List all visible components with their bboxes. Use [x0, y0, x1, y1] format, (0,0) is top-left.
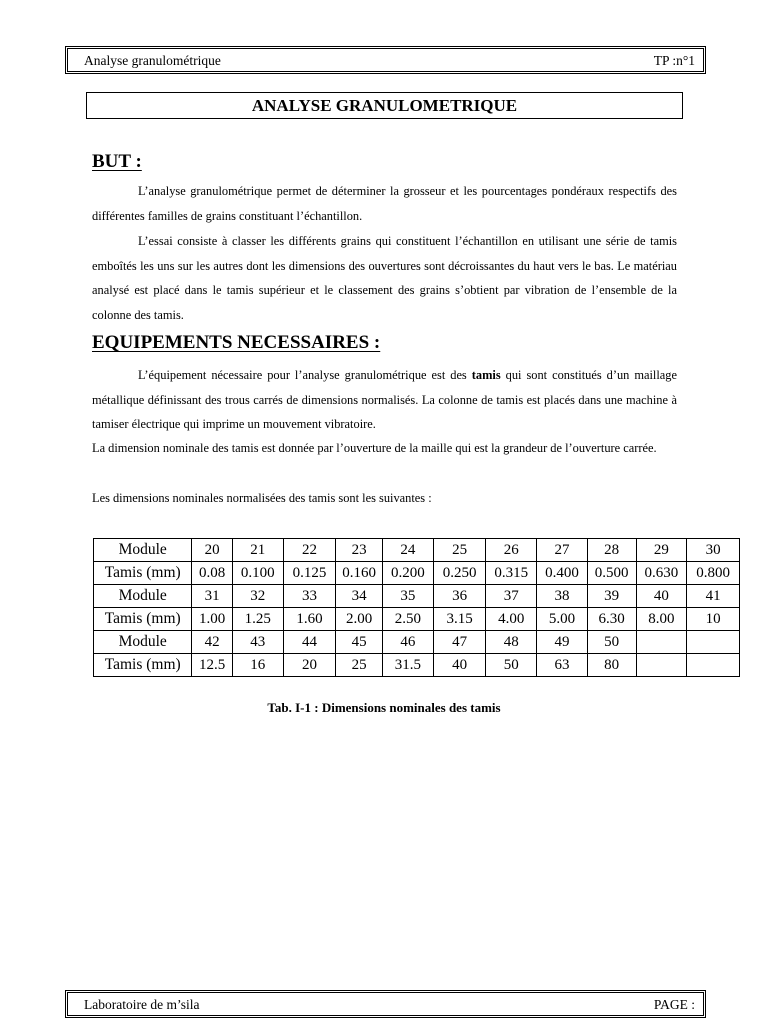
table-cell: 31.5 — [383, 654, 434, 677]
table-cell: 43 — [232, 631, 283, 654]
table-cell: 39 — [587, 585, 636, 608]
table-cell: 30 — [687, 539, 740, 562]
equip-paragraph-1 — [92, 363, 677, 437]
table-cell: 21 — [232, 539, 283, 562]
table-cell: 27 — [537, 539, 588, 562]
table-cell: 36 — [433, 585, 486, 608]
section-heading-but: BUT : — [92, 151, 142, 172]
table-row-label: Module — [94, 539, 192, 562]
equip-paragraph-3: Les dimensions nominales normalisées des tamis sont les suivantes : — [92, 491, 432, 505]
table-cell: 0.200 — [383, 562, 434, 585]
equip-paragraph-1-start: L’équipement nécessaire pour l’analyse granulométrique est des — [138, 368, 472, 382]
table-cell — [687, 631, 740, 654]
table-row-label: Module — [94, 585, 192, 608]
table-row — [94, 654, 740, 677]
table-cell: 25 — [336, 654, 383, 677]
table-cell: 35 — [383, 585, 434, 608]
table-row-label: Tamis (mm) — [94, 562, 192, 585]
table-cell: 0.250 — [433, 562, 486, 585]
table-cell: 28 — [587, 539, 636, 562]
table-cell: 26 — [486, 539, 537, 562]
table-cell: 20 — [192, 539, 233, 562]
footer-page-label: PAGE : — [653, 997, 695, 1012]
table-cell: 34 — [336, 585, 383, 608]
footer-lab-name: Laboratoire de m’sila — [84, 997, 200, 1012]
table-cell: 24 — [383, 539, 434, 562]
table-cell: 48 — [486, 631, 537, 654]
header-tp-number: TP :n°1 — [653, 53, 695, 68]
table-cell: 0.315 — [486, 562, 537, 585]
table-row — [94, 608, 740, 631]
table-cell: 0.800 — [687, 562, 740, 585]
header-course-title: Analyse granulométrique — [84, 53, 221, 68]
table-cell: 0.125 — [283, 562, 336, 585]
table-cell: 46 — [383, 631, 434, 654]
table-row-label: Tamis (mm) — [94, 608, 192, 631]
table-cell: 38 — [537, 585, 588, 608]
table-cell: 0.630 — [636, 562, 687, 585]
page-footer — [65, 990, 706, 1018]
table-cell: 40 — [636, 585, 687, 608]
document-title: ANALYSE GRANULOMETRIQUE — [86, 92, 683, 119]
table-cell: 63 — [537, 654, 588, 677]
table-cell: 49 — [537, 631, 588, 654]
table-cell: 33 — [283, 585, 336, 608]
table-cell: 3.15 — [433, 608, 486, 631]
table-cell: 2.00 — [336, 608, 383, 631]
table-cell: 45 — [336, 631, 383, 654]
table-cell — [636, 654, 687, 677]
table-cell: 4.00 — [486, 608, 537, 631]
equip-paragraph-1-end: qui sont constitués d’un maillage métallique définissant des trous carrés de dimensions normalisés. La colonne de tamis est placés dans une machine à tamiser électrique qui imprime un mouvement vibratoire. — [92, 368, 677, 431]
table-cell: 31 — [192, 585, 233, 608]
table-cell: 2.50 — [383, 608, 434, 631]
but-paragraph-2: L’essai consiste à classer les différents grains qui constituent l’échantillon en utilisant une série de tamis emboîtés les uns sur les autres dont les dimensions des ouvertures sont décroissantes du haut vers le bas. Le matériau analysé est placé dans le tamis supérieur et le classement des grains s’obtient par vibration de l’ensemble de la colonne des tamis. — [92, 234, 677, 322]
table-cell: 1.60 — [283, 608, 336, 631]
table-cell: 0.100 — [232, 562, 283, 585]
table-cell: 0.400 — [537, 562, 588, 585]
table-cell: 1.00 — [192, 608, 233, 631]
table-cell: 44 — [283, 631, 336, 654]
table-cell: 12.5 — [192, 654, 233, 677]
table-cell — [687, 654, 740, 677]
table-row-label: Module — [94, 631, 192, 654]
table-cell: 80 — [587, 654, 636, 677]
table-row — [94, 631, 740, 654]
table-cell: 10 — [687, 608, 740, 631]
table-cell: 29 — [636, 539, 687, 562]
table-cell: 42 — [192, 631, 233, 654]
table-cell: 20 — [283, 654, 336, 677]
table-cell: 1.25 — [232, 608, 283, 631]
table-cell: 5.00 — [537, 608, 588, 631]
but-paragraph-1: L’analyse granulométrique permet de déterminer la grosseur et les pourcentages pondéraux respectifs des différentes familles de grains constituant l’échantillon. — [92, 184, 677, 223]
equip-paragraph-2: La dimension nominale des tamis est donnée par l’ouverture de la maille qui est la grandeur de l’ouverture carrée. — [92, 441, 657, 455]
table-cell: 8.00 — [636, 608, 687, 631]
table-cell: 16 — [232, 654, 283, 677]
table-cell: 23 — [336, 539, 383, 562]
table-row-label: Tamis (mm) — [94, 654, 192, 677]
table-cell: 50 — [486, 654, 537, 677]
table-cell — [636, 631, 687, 654]
sieve-dimensions-table — [93, 538, 740, 677]
table-cell: 40 — [433, 654, 486, 677]
table-cell: 50 — [587, 631, 636, 654]
table-cell: 0.08 — [192, 562, 233, 585]
table-cell: 32 — [232, 585, 283, 608]
table-cell: 41 — [687, 585, 740, 608]
table-caption: Tab. I-1 : Dimensions nominales des tamis — [267, 700, 501, 715]
table-cell: 37 — [486, 585, 537, 608]
table-row — [94, 562, 740, 585]
table-cell: 6.30 — [587, 608, 636, 631]
section-heading-equipements: EQUIPEMENTS NECESSAIRES : — [92, 332, 381, 353]
table-cell: 0.500 — [587, 562, 636, 585]
table-cell: 47 — [433, 631, 486, 654]
table-cell: 25 — [433, 539, 486, 562]
page-header — [65, 46, 706, 74]
table-row — [94, 585, 740, 608]
table-cell: 0.160 — [336, 562, 383, 585]
equip-keyword-tamis: tamis — [471, 368, 501, 382]
table-cell: 22 — [283, 539, 336, 562]
table-row — [94, 539, 740, 562]
